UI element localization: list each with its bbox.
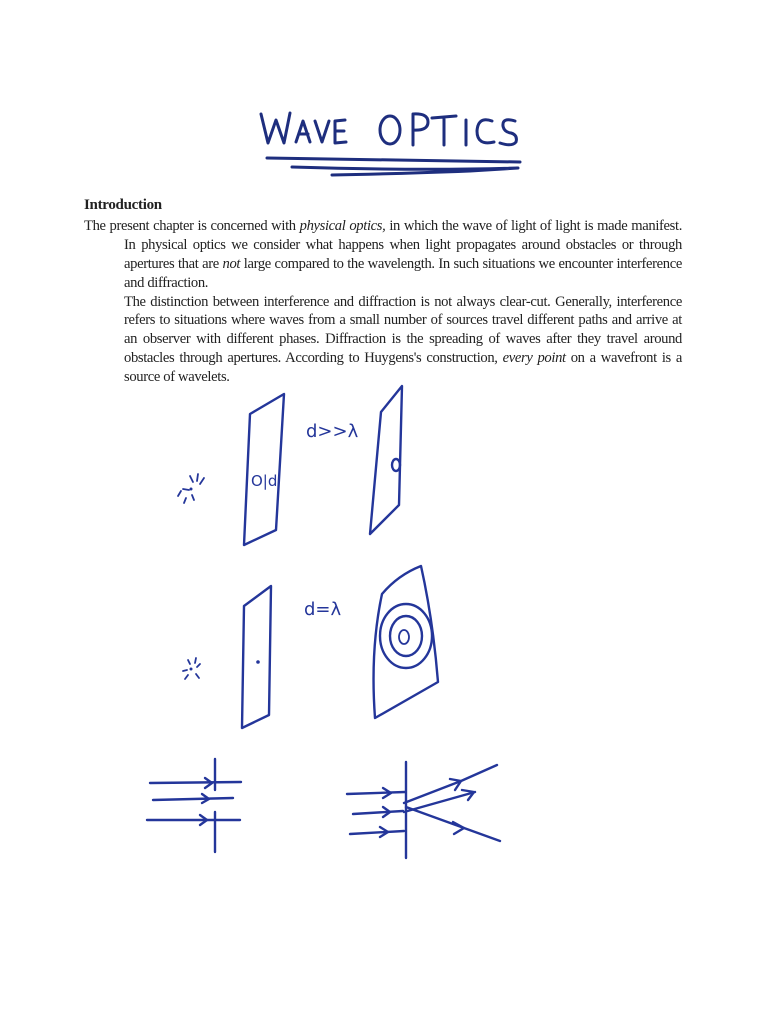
paragraph-distinction-part1: The distinction between interference and diffraction is not always clear-cut. Generally, interference refers to situations where waves from a small number of sources travel different paths and arrive at an observer with different phases. Diffraction is the spreading of waves after they travel around obstacles through apertures. According to Huygens's construction, — [124, 293, 682, 367]
handwritten-title — [261, 113, 520, 175]
pinhole — [256, 660, 260, 664]
sketch-diffracting-rays — [347, 762, 500, 858]
condition-label-equal: d=λ — [304, 599, 342, 620]
sketch-parallel-rays — [147, 759, 241, 852]
paragraph-intro-part2: in which the wave of light of light is made manifest. In physical optics we consider what happens when light propagates around obstacles or through apertures that are — [124, 217, 682, 272]
sketch-large-aperture — [178, 386, 402, 545]
light-source-icon — [183, 658, 200, 679]
paragraph-intro-emphasis-not: not — [222, 255, 241, 272]
observation-screen — [374, 566, 438, 718]
paragraph-intro-part3: large compared to the wavelength. In such situations we encounter interference and diffraction. — [124, 255, 682, 291]
paragraph-intro-part1: The present chapter is concerned with — [84, 217, 300, 234]
bright-spot — [392, 459, 400, 471]
diffraction-ring-inner — [390, 616, 422, 656]
aperture-label: O|d — [251, 472, 278, 490]
light-source-icon — [178, 474, 204, 503]
paragraph-distinction-emphasis-every-point: every point — [502, 350, 566, 367]
section-heading: Introduction — [84, 197, 162, 213]
diffraction-center — [399, 630, 409, 644]
paragraph-intro-emphasis-physical-optics: physical optics, — [299, 217, 386, 234]
sketch-small-aperture — [183, 566, 438, 728]
paragraph-distinction-part2: on a wavefront is a source of wavelets. — [124, 350, 682, 386]
diffraction-ring-outer — [380, 604, 432, 668]
condition-label-large: d>>λ — [306, 421, 359, 442]
aperture-screen — [242, 586, 271, 728]
aperture-screen — [244, 394, 284, 545]
